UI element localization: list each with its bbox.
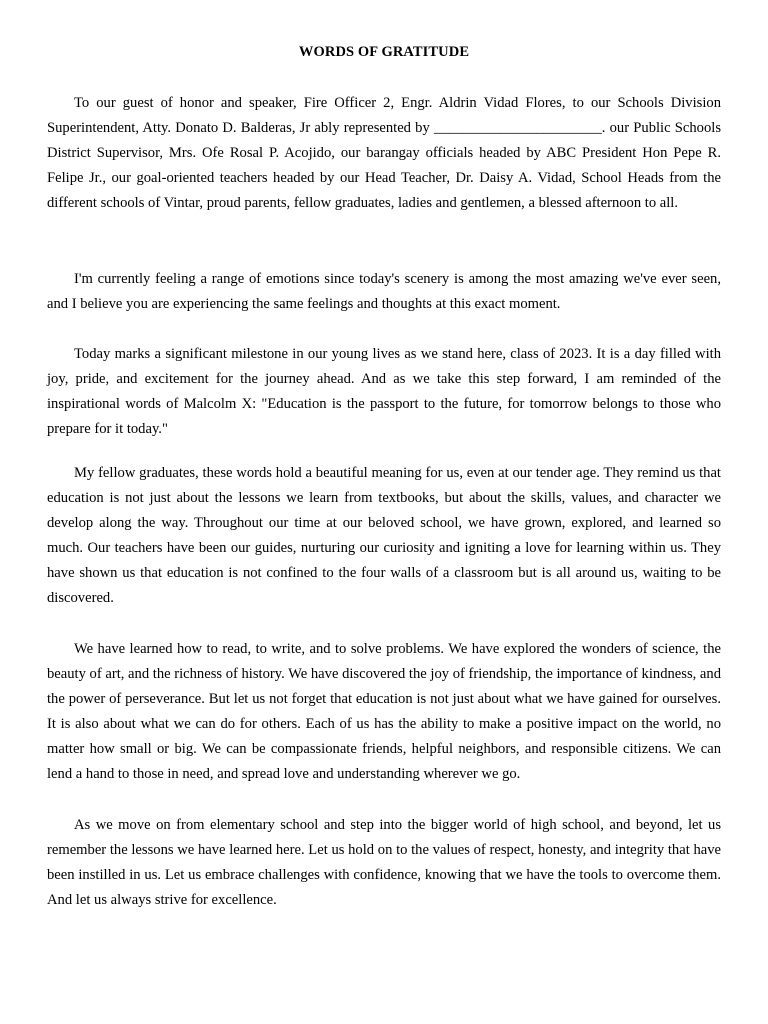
paragraph-greeting: To our guest of honor and speaker, Fire Officer 2, Engr. Aldrin Vidad Flores, to our Schools Division Superintendent, Atty. Donato D. Balderas, Jr ably represented by _______________________. our Public Schools District Supervisor, Mrs. Ofe Rosal P. Acojido, our barangay officials headed by ABC President Hon Pepe R. Felipe Jr., our goal-oriented teachers headed by our Head Teacher, Dr. Daisy A. Vidad, School Heads from the different schools of Vintar, proud parents, fellow graduates, ladies and gentlemen, a blessed afternoon to all. [47,95,721,212]
paragraph-lessons: We have learned how to read, to write, and to solve problems. We have explored the wonders of science, the beauty of art, and the richness of history. We have discovered the joy of friendship, the importance of kindness, and the power of perseverance. But let us not forget that education is not just about what we have gained for ourselves. It is also about what we can do for others. Each of us has the ability to make a positive impact on the world, no matter how small or big. We can be compassionate friends, helpful neighbors, and responsible citizens. We can lend a hand to those in need, and spread love and understanding wherever we go. [47,641,721,783]
paragraph-emotions: I'm currently feeling a range of emotions since today's scenery is among the most amazing we've ever seen, and I believe you are experiencing the same feelings and thoughts at this exact moment. [47,271,721,313]
paragraph-meaning: My fellow graduates, these words hold a beautiful meaning for us, even at our tender age. They remind us that education is not just about the lessons we learn from textbooks, but about the skills, values, and character we develop along the way. Throughout our time at our beloved school, we have grown, explored, and learned so much. Our teachers have been our guides, nurturing our curiosity and igniting a love for learning within us. They have shown us that education is not confined to the four walls of a classroom but is all around us, waiting to be discovered. [47,465,721,607]
document-title: WORDS OF GRATITUDE [298,44,470,60]
paragraph-milestone: Today marks a significant milestone in our young lives as we stand here, class of 2023. It is a day filled with joy, pride, and excitement for the journey ahead. And as we take this step forward, I am reminded of the inspirational words of Malcolm X: "Education is the passport to the future, for tomorrow belongs to those who prepare for it today." [47,346,721,438]
paragraph-moving-on: As we move on from elementary school and step into the bigger world of high school, and beyond, let us remember the lessons we have learned here. Let us hold on to the values of respect, honesty, and integrity that have been instilled in us. Let us embrace challenges with confidence, knowing that we have the tools to overcome them. And let us always strive for excellence. [47,817,721,909]
